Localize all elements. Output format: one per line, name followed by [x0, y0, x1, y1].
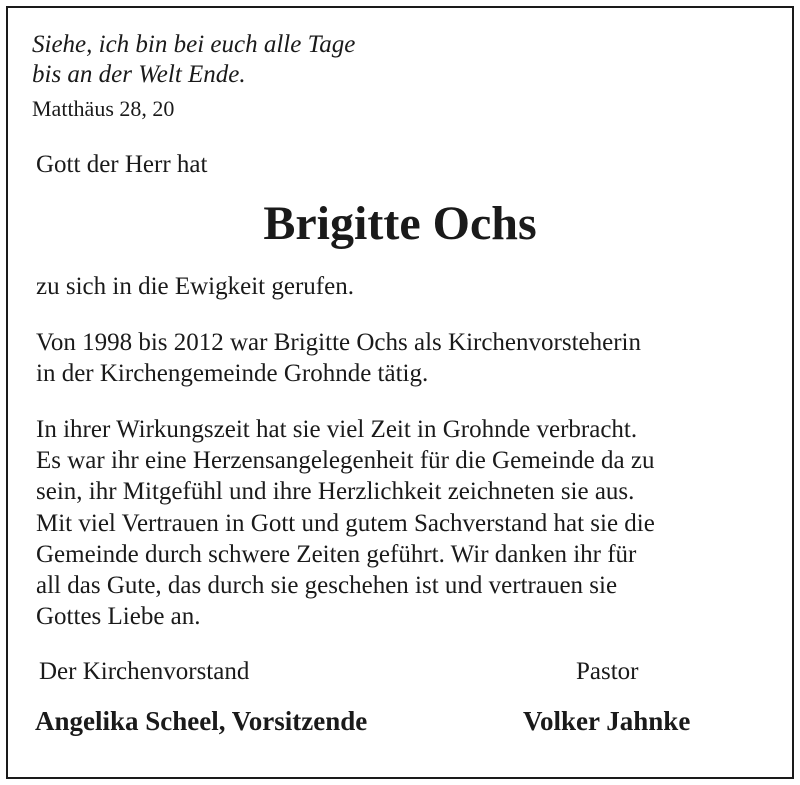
paragraph-line: all das Gute, das durch sie geschehen ist und vertrauen sie	[36, 572, 618, 600]
paragraph-line: In ihrer Wirkungszeit hat sie viel Zeit in Grohnde verbracht.	[36, 416, 638, 443]
intro-text: Gott der Herr hat	[36, 151, 208, 178]
paragraph-service	[36, 327, 641, 389]
deceased-name: Brigitte Ochs	[263, 197, 537, 250]
paragraph-line: Gemeinde durch schwere Zeiten geführt. Wir danken ihr für	[36, 540, 637, 568]
verse-line-1: Siehe, ich bin bei euch alle Tage	[32, 31, 356, 58]
paragraph-line: sein, ihr Mitgefühl und ihre Herzlichkeit zeichneten sie aus.	[36, 478, 635, 506]
paragraph-line: in der Kirchengemeinde Grohnde tätig.	[36, 360, 429, 388]
verse-line-2: bis an der Welt Ende.	[32, 61, 246, 88]
verse-reference: Matthäus 28, 20	[32, 96, 175, 121]
paragraph-line: Mit viel Vertrauen in Gott und gutem Sachverstand hat sie die	[36, 509, 655, 537]
signature-name-council: Angelika Scheel, Vorsitzende	[35, 706, 368, 736]
paragraph-line: Gottes Liebe an.	[36, 603, 201, 631]
signature-name-pastor: Volker Jahnke	[523, 706, 691, 736]
after-name-text: zu sich in die Ewigkeit gerufen.	[36, 273, 354, 300]
obituary-notice	[6, 6, 794, 779]
paragraph-line: Es war ihr eine Herzensangelegenheit für die Gemeinde da zu	[36, 447, 655, 475]
signature-role-council: Der Kirchenvorstand	[39, 658, 250, 685]
paragraph-tribute	[36, 414, 655, 632]
signature-role-pastor: Pastor	[576, 658, 639, 685]
paragraph-line: Von 1998 bis 2012 war Brigitte Ochs als Kirchenvorsteherin	[36, 329, 641, 356]
